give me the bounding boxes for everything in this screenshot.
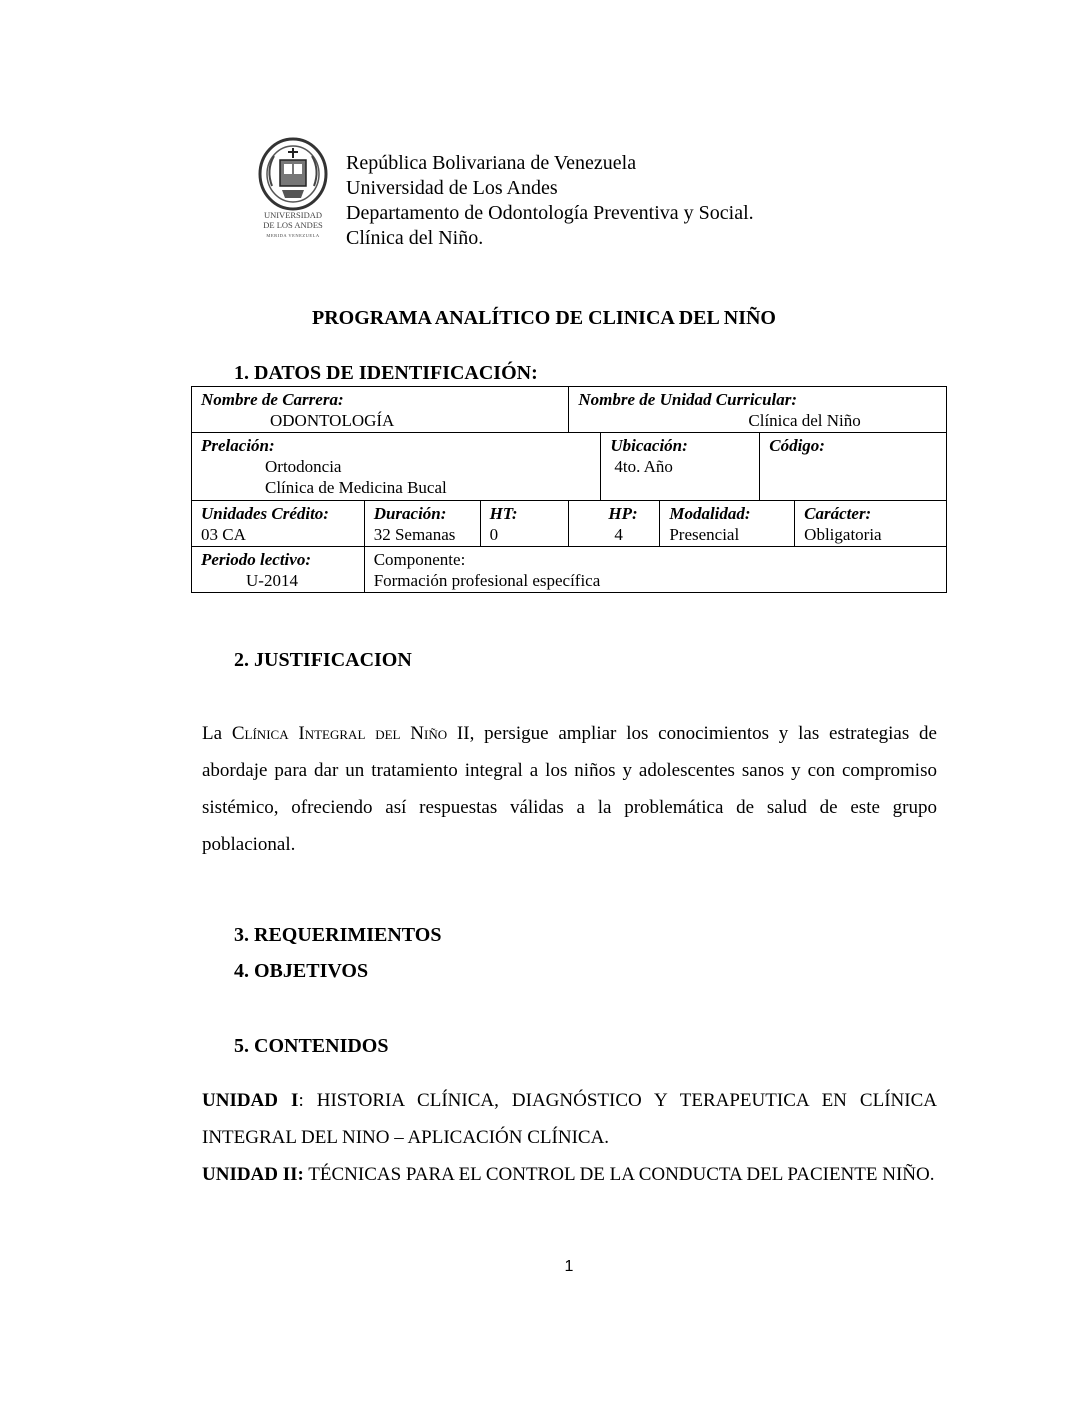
prelacion-value-1: Ortodoncia	[265, 457, 342, 476]
modalidad-label: Modalidad:	[669, 504, 751, 523]
modalidad-value: Presencial	[669, 525, 740, 544]
uc-cell	[192, 501, 365, 547]
hp-cell	[569, 501, 660, 547]
unit-1	[202, 1082, 937, 1156]
ht-cell	[480, 501, 569, 547]
header-line-3: Departamento de Odontología Preventiva y Social.	[346, 202, 754, 224]
carrera-label: Nombre de Carrera:	[201, 390, 344, 409]
section-5-heading: 5. CONTENIDOS	[234, 1035, 389, 1057]
identification-table	[191, 386, 947, 593]
unit-2-label: UNIDAD II:	[202, 1164, 304, 1185]
page-number: 1	[564, 1258, 574, 1275]
periodo-value: U-2014	[246, 571, 298, 590]
unit-1-label: UNIDAD I	[202, 1090, 299, 1111]
codigo-cell	[760, 433, 947, 501]
justification-course-name: Clínica Integral del Niño II	[231, 723, 470, 744]
ht-label: HT:	[489, 504, 518, 523]
duracion-cell	[364, 501, 480, 547]
unit-2-text: TÉCNICAS PARA EL CONTROL DE LA CONDUCTA DEL PACIENTE NIÑO.	[303, 1164, 935, 1185]
uc-label: Unidades Crédito:	[201, 504, 329, 523]
caracter-value: Obligatoria	[804, 525, 882, 544]
justification-paragraph	[202, 715, 937, 863]
carrera-cell	[192, 387, 569, 433]
prelacion-cell	[192, 433, 601, 501]
unit-1-text: : HISTORIA CLÍNICA, DIAGNÓSTICO Y TERAPEUTICA EN CLÍNICA INTEGRAL DEL NINO – APLICACIÓN CLÍNICA.	[202, 1090, 937, 1148]
logo-line-1: UNIVERSIDAD	[263, 210, 323, 220]
uc-value: 03 CA	[201, 525, 246, 544]
unidad-cell	[569, 387, 947, 433]
header-line-1: República Bolivariana de Venezuela	[346, 152, 637, 174]
unit-2	[202, 1156, 937, 1193]
caracter-cell	[795, 501, 947, 547]
prelacion-value-2: Clínica de Medicina Bucal	[265, 478, 447, 497]
periodo-label: Periodo lectivo:	[201, 550, 311, 569]
section-1-heading: 1. DATOS DE IDENTIFICACIÓN:	[234, 362, 538, 384]
duracion-label: Duración:	[373, 504, 447, 523]
carrera-value: ODONTOLOGÍA	[270, 411, 395, 430]
componente-value: Formación profesional específica	[373, 571, 601, 590]
justification-lead: La	[202, 723, 232, 744]
header-line-2: Universidad de Los Andes	[346, 177, 558, 199]
justification-body: , persigue ampliar los conocimientos y las estrategias de abordaje para dar un tratamiento integral a los niños y adolescentes sanos y con compromiso sistémico, ofreciendo así respuestas válidas a la problemática de salud de este grupo poblacional.	[202, 723, 937, 855]
periodo-cell	[192, 547, 365, 593]
hp-value: 4	[614, 525, 623, 544]
duracion-value: 32 Semanas	[373, 525, 456, 544]
section-2-heading: 2. JUSTIFICACION	[234, 649, 412, 671]
university-seal-icon	[256, 136, 330, 246]
ht-value: 0	[489, 525, 499, 544]
logo-line-2: DE LOS ANDES	[263, 220, 323, 230]
codigo-label: Código:	[769, 436, 825, 455]
section-3-heading: 3. REQUERIMIENTOS	[234, 924, 442, 946]
caracter-label: Carácter:	[804, 504, 872, 523]
prelacion-label: Prelación:	[201, 436, 275, 455]
modalidad-cell	[660, 501, 795, 547]
hp-label: HP:	[608, 504, 638, 523]
ubicacion-label: Ubicación:	[610, 436, 688, 455]
componente-label: Componente:	[373, 550, 466, 569]
unidad-value: Clínica del Niño	[748, 411, 861, 430]
logo-line-3: MERIDA VENEZUELA	[266, 233, 320, 238]
document-title: PROGRAMA ANALÍTICO DE CLINICA DEL NIÑO	[312, 307, 776, 329]
university-logo	[256, 136, 330, 246]
section-4-heading: 4. OBJETIVOS	[234, 960, 369, 982]
componente-cell	[364, 547, 946, 593]
ubicacion-value: 4to. Año	[614, 457, 673, 476]
unidad-label: Nombre de Unidad Curricular:	[578, 390, 798, 409]
ubicacion-cell	[601, 433, 760, 501]
header-line-4: Clínica del Niño.	[346, 227, 484, 249]
